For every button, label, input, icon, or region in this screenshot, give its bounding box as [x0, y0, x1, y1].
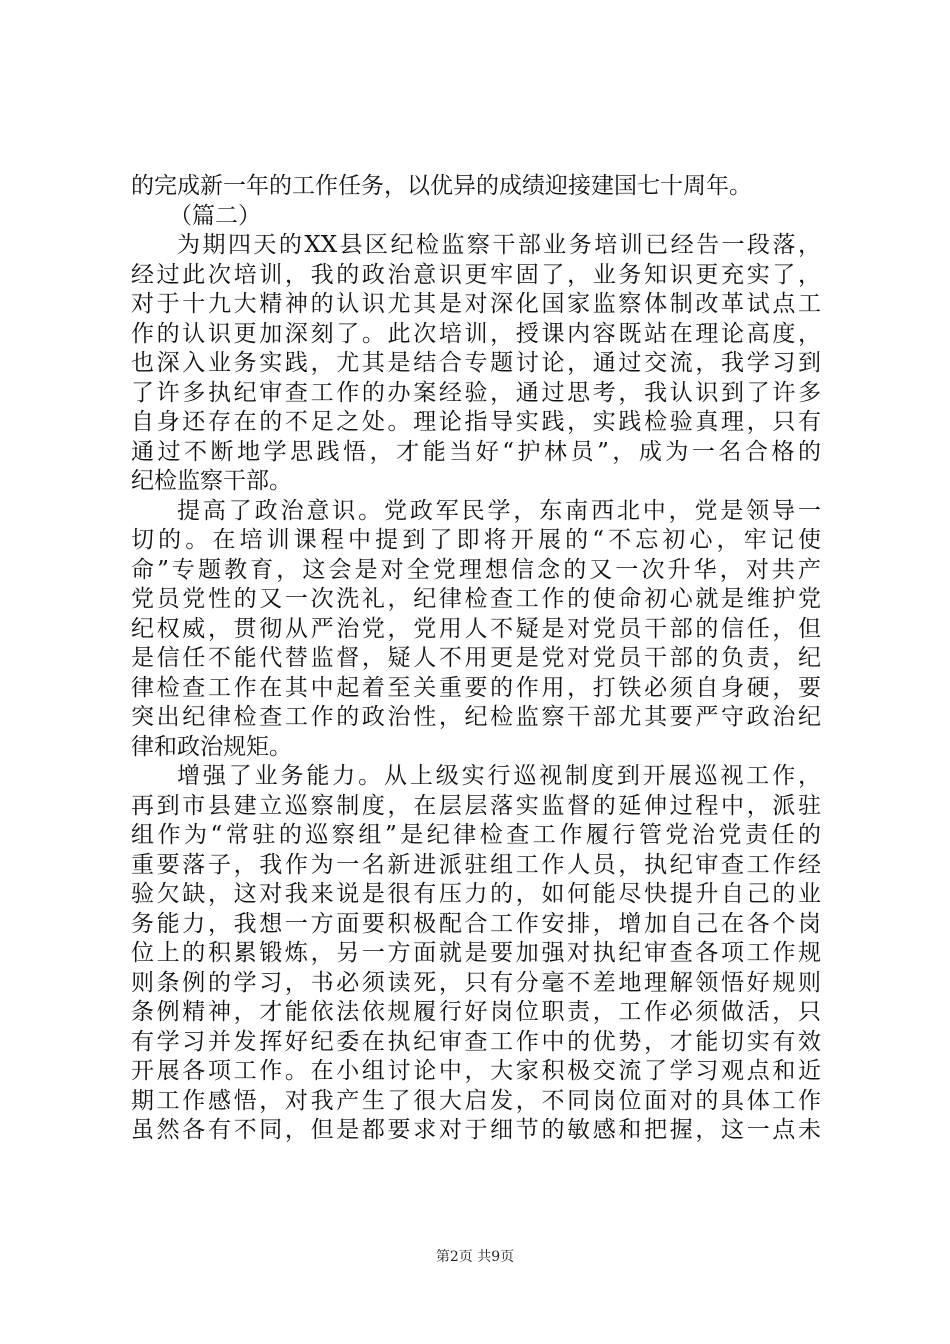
paragraph-line: 了许多执纪审查工作的办案经验，通过思考，我认识到了许多 — [131, 379, 821, 406]
paragraph-line: 再到市县建立巡察制度，在层层落实监督的延伸过程中，派驻 — [131, 792, 821, 819]
paragraph-political-awareness — [131, 497, 821, 763]
continuation-line: 的完成新一年的工作任务，以优异的成绩迎接建国七十周年。 — [131, 173, 752, 199]
paragraph-line: 命”专题教育，这会是对全党理想信念的又一次升华，对共产 — [131, 556, 821, 583]
document-body — [131, 172, 821, 1146]
paragraph-line: 切的。在培训课程中提到了即将开展的“不忘初心，牢记使 — [131, 527, 821, 553]
paragraph-line: 条例精神，才能依法依规履行好岗位职责，工作必须做活，只 — [131, 999, 821, 1025]
paragraph-training-summary — [131, 231, 821, 497]
paragraph-line: 突出纪律检查工作的政治性，纪检监察干部尤其要严守政治纪 — [131, 704, 821, 730]
paragraph-line: 党员党性的又一次洗礼，纪律检查工作的使命初心就是维护党 — [131, 586, 821, 612]
paragraph-line: 期工作感悟，对我产生了很大启发，不同岗位面对的具体工作 — [131, 1087, 821, 1114]
paragraph-line: 为期四天的XX县区纪检监察干部业务培训已经告一段落， — [177, 232, 821, 258]
paragraph-line: 作的认识更加深刻了。此次培训，授课内容既站在理论高度， — [131, 320, 821, 347]
paragraph-line: 增强了业务能力。从上级实行巡视制度到开展巡视工作， — [177, 763, 821, 789]
paragraph-line: 经过此次培训，我的政治意识更牢固了，业务知识更充实了， — [131, 261, 821, 288]
paragraph-line: 律和政治规矩。 — [131, 733, 292, 760]
paragraph-business-ability — [131, 762, 821, 1146]
paragraph-line: 重要落子，我作为一名新进派驻组工作人员，执纪审查工作经 — [131, 851, 821, 878]
paragraph-line: 是信任不能代替监督，疑人不用更是党对党员干部的负责，纪 — [131, 645, 821, 671]
paragraph-line: 位上的积累锻炼，另一方面就是要加强对执纪审查各项工作规 — [131, 940, 821, 966]
paragraph-line: 提高了政治意识。党政军民学，东南西北中，党是领导一 — [177, 497, 821, 524]
paragraph-line: 律检查工作在其中起着至关重要的作用，打铁必须自身硬，要 — [131, 674, 821, 701]
paragraph-line: 有学习并发挥好纪委在执纪审查工作中的优势，才能切实有效 — [131, 1028, 821, 1055]
paragraph-line: 务能力，我想一方面要积极配合工作安排，增加自己在各个岗 — [131, 910, 821, 937]
paragraph-line: 纪权威，贯彻从严治党，党用人不疑是对党员干部的信任，但 — [131, 615, 821, 642]
paragraph-line: 虽然各有不同，但是都要求对于细节的敏感和把握，这一点未 — [131, 1117, 821, 1143]
paragraph-line: 通过不断地学思践悟，才能当好“护林员”，成为一名合格的 — [131, 438, 821, 465]
section-heading: （篇二） — [169, 202, 261, 229]
paragraph-line: 也深入业务实践，尤其是结合专题讨论，通过交流，我学习到 — [131, 350, 821, 376]
paragraph-line: 对于十九大精神的认识尤其是对深化国家监察体制改革试点工 — [131, 291, 821, 317]
paragraph-line: 开展各项工作。在小组讨论中，大家积极交流了学习观点和近 — [131, 1058, 821, 1084]
paragraph-line: 自身还存在的不足之处。理论指导实践，实践检验真理，只有 — [131, 409, 821, 435]
paragraph-line: 则条例的学习，书必须读死，只有分毫不差地理解领悟好规则 — [131, 969, 821, 996]
paragraph-line: 验欠缺，这对我来说是很有压力的，如何能尽快提升自己的业 — [131, 881, 821, 907]
paragraph-line: 组作为“常驻的巡察组”是纪律检查工作履行管党治党责任的 — [131, 822, 821, 848]
paragraph-line: 纪检监察干部。 — [131, 468, 292, 494]
page-number-footer: 第2页 共9页 — [435, 1249, 515, 1265]
